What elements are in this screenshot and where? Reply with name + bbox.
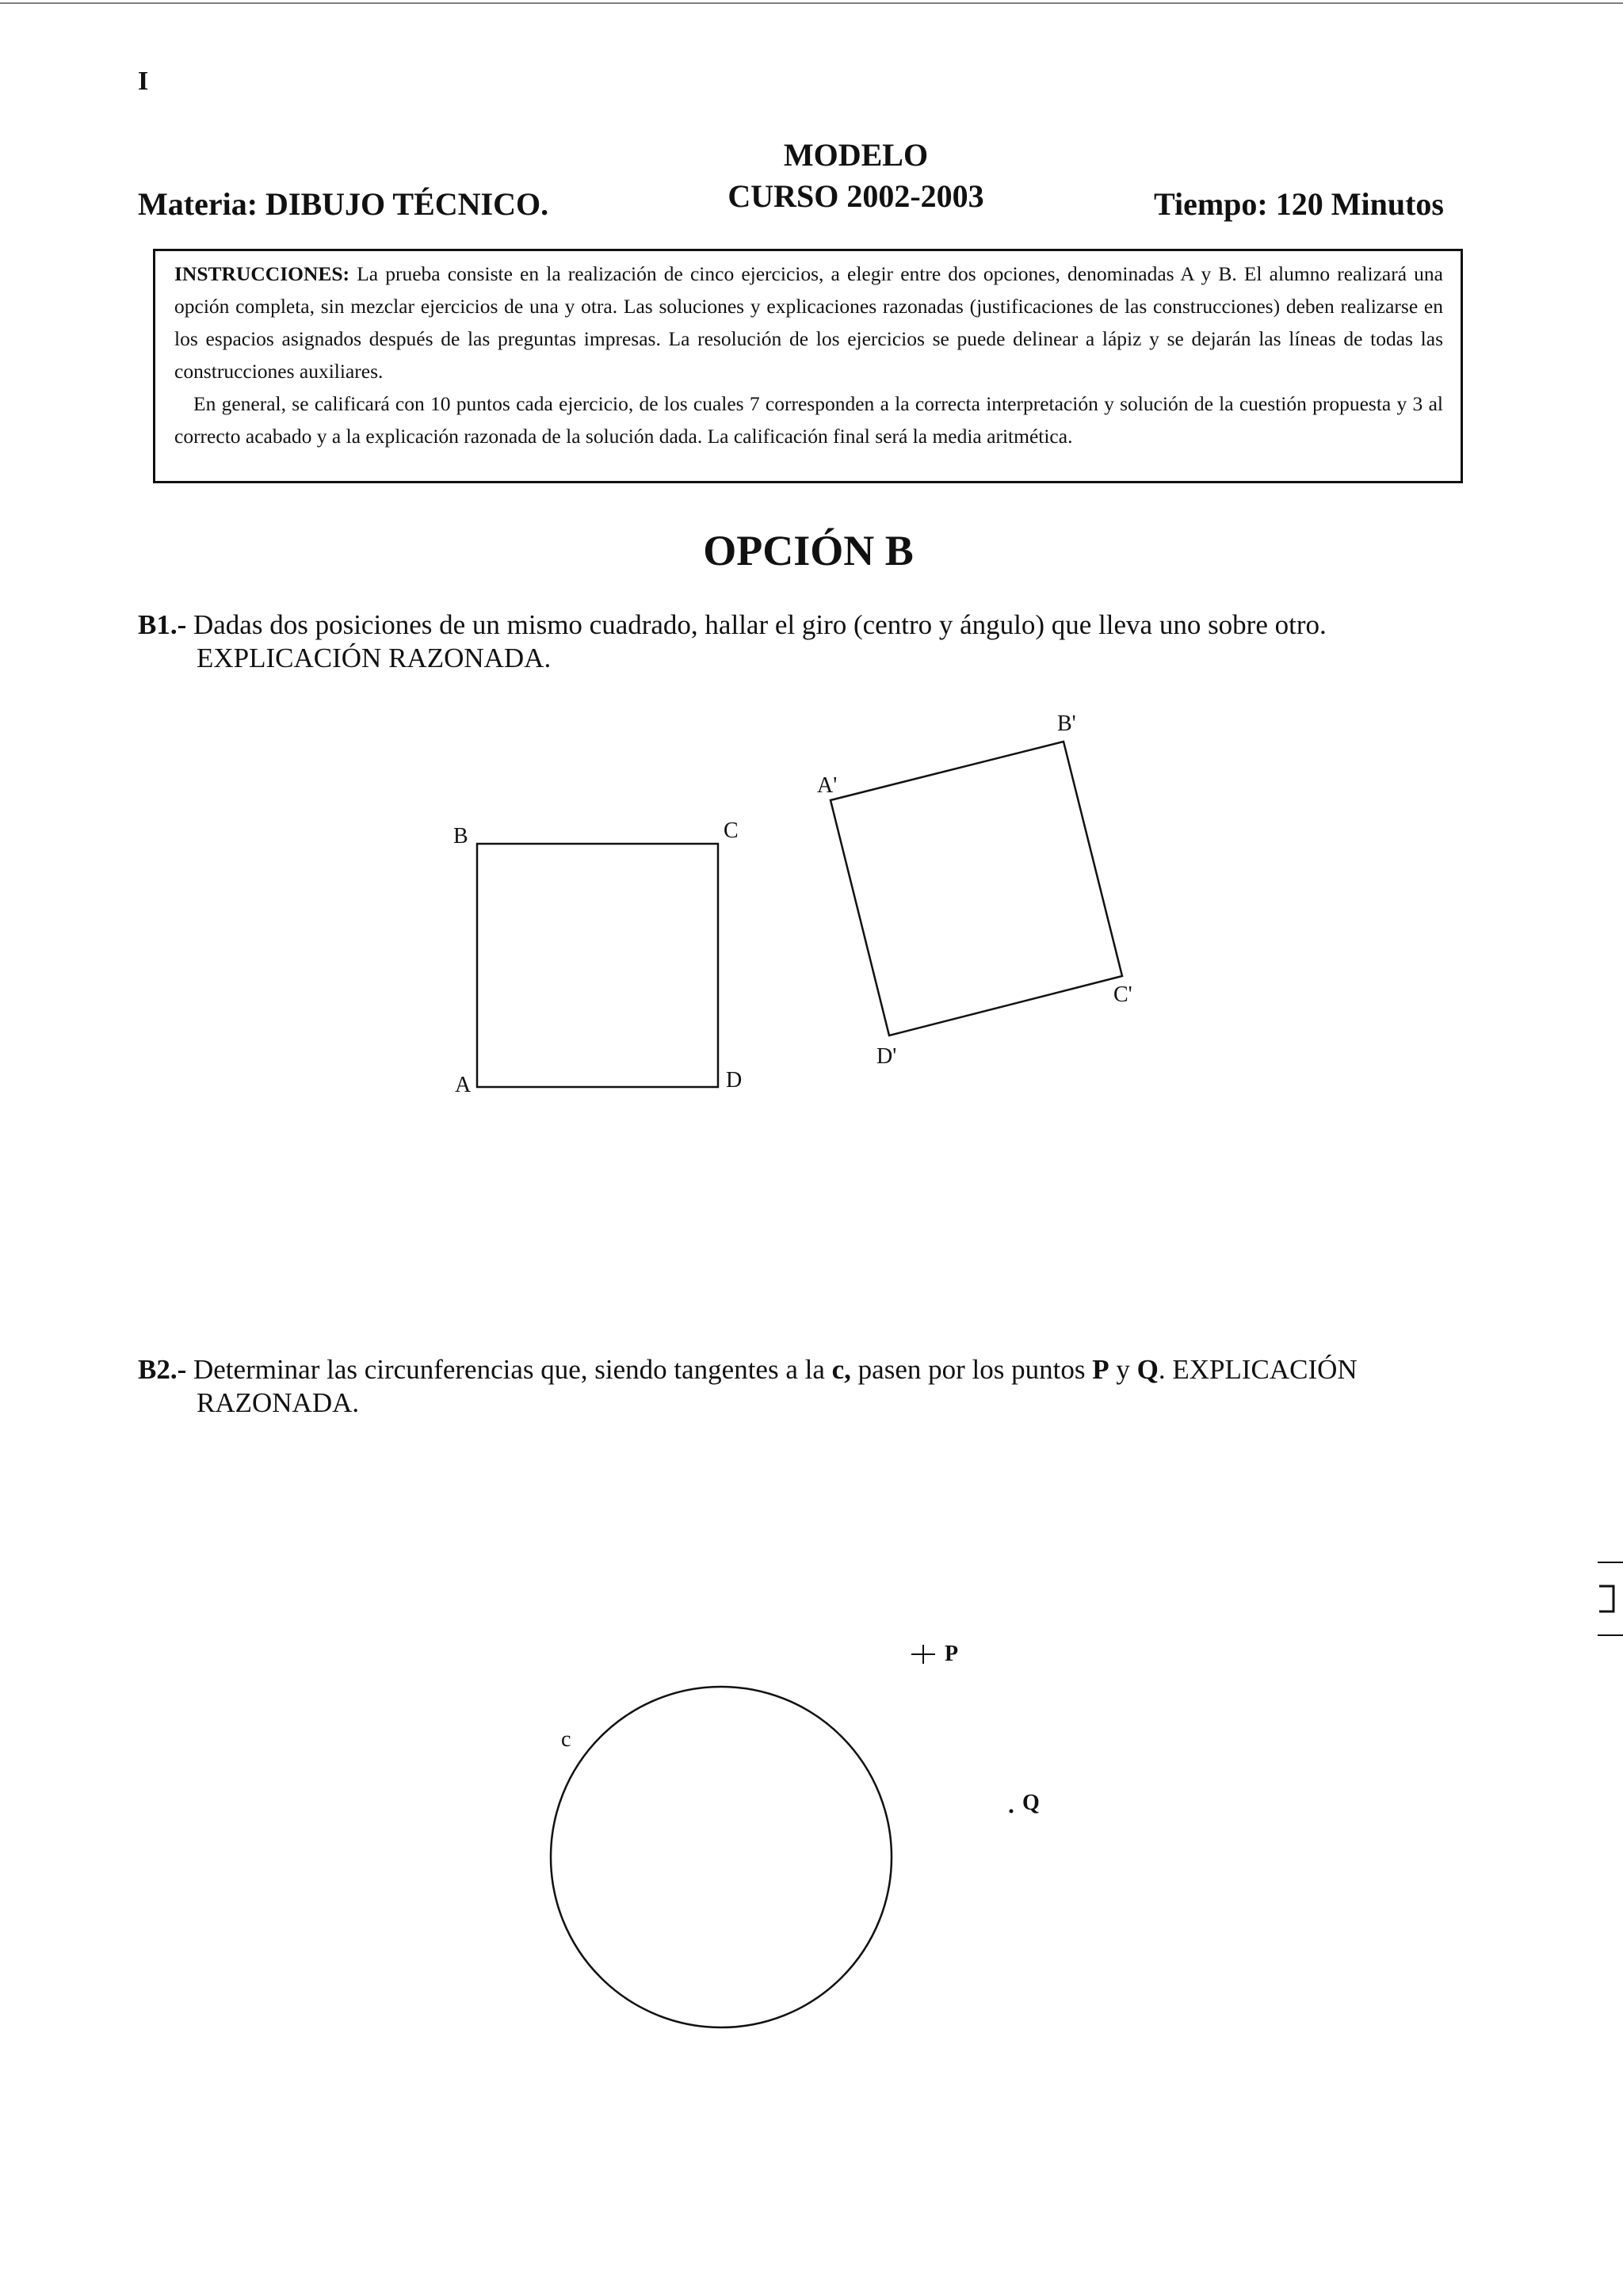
page-marker: I (138, 67, 149, 96)
instructions-paragraph-2: En general, se calificará con 10 puntos cada ejercicio, de los cuales 7 corresponden a la correcta interpretación y solución de la cuestión propuesta y 3 al correcto acabado y a la explicación razonada de la solución dada. La calificación final será la media aritmética. (174, 392, 1443, 448)
header-materia: Materia: DIBUJO TÉCNICO. (138, 186, 549, 222)
question-b2-line-2: RAZONADA. (197, 1387, 360, 1418)
label-a-prime: A' (817, 773, 838, 798)
question-b2-q: Q (1136, 1354, 1159, 1385)
question-b2-number: B2.- (138, 1354, 187, 1385)
instructions-lead: INSTRUCCIONES: (174, 262, 350, 285)
question-b1-text: Dadas dos posiciones de un mismo cuadrado, hallar el giro (centro y ángulo) que lleva uno sobre otro. (186, 609, 1327, 640)
label-d: D (726, 1068, 743, 1093)
question-b1-line-2: EXPLICACIÓN RAZONADA. (197, 643, 552, 673)
question-b2-text-a: Determinar las circunferencias que, siendo tangentes a la (186, 1354, 832, 1385)
question-b2-p: P (1092, 1354, 1109, 1385)
label-b-prime: B' (1057, 711, 1076, 736)
header-modelo: MODELO (783, 137, 929, 173)
question-b2-text-c: y (1109, 1354, 1137, 1385)
question-b1-number: B1.- (138, 609, 187, 640)
label-b: B (453, 824, 468, 849)
instructions-text-1: La prueba consiste en la realización de cinco ejercicios, a elegir entre dos opciones, denominadas A y B. El alumno realizará una opción completa, sin mezclar ejercicios de una y otra. Las soluciones y explicaciones razonadas (justificaciones de las construcciones) deben realizarse en los espacios asignados después de las preguntas impresas. La resolución de los ejercicios se puede delinear a lápiz y se dejarán las líneas de todas las construcciones auxiliares. (174, 262, 1443, 383)
option-title: OPCIÓN B (703, 527, 914, 574)
margin-bracket-mark (1599, 1586, 1613, 1611)
question-b2-text-b: pasen por los puntos (850, 1354, 1093, 1385)
label-c: C (724, 818, 739, 843)
square-abcd-rotated (831, 742, 1122, 1035)
label-d-prime: D' (876, 1044, 897, 1069)
square-abcd (477, 844, 718, 1087)
label-circle-c: c (561, 1727, 571, 1752)
question-b2-text-d: . EXPLICACIÓN (1158, 1354, 1358, 1385)
label-c-prime: C' (1113, 982, 1132, 1007)
header-curso: CURSO 2002-2003 (727, 178, 984, 214)
point-q-marker (1010, 1810, 1014, 1814)
circle-c (551, 1687, 892, 2027)
label-p: P (945, 1642, 959, 1666)
header-tiempo: Tiempo: 120 Minutos (1154, 186, 1444, 222)
label-q: Q (1022, 1791, 1040, 1815)
question-b2-c: c, (831, 1354, 851, 1385)
label-a: A (455, 1073, 472, 1097)
